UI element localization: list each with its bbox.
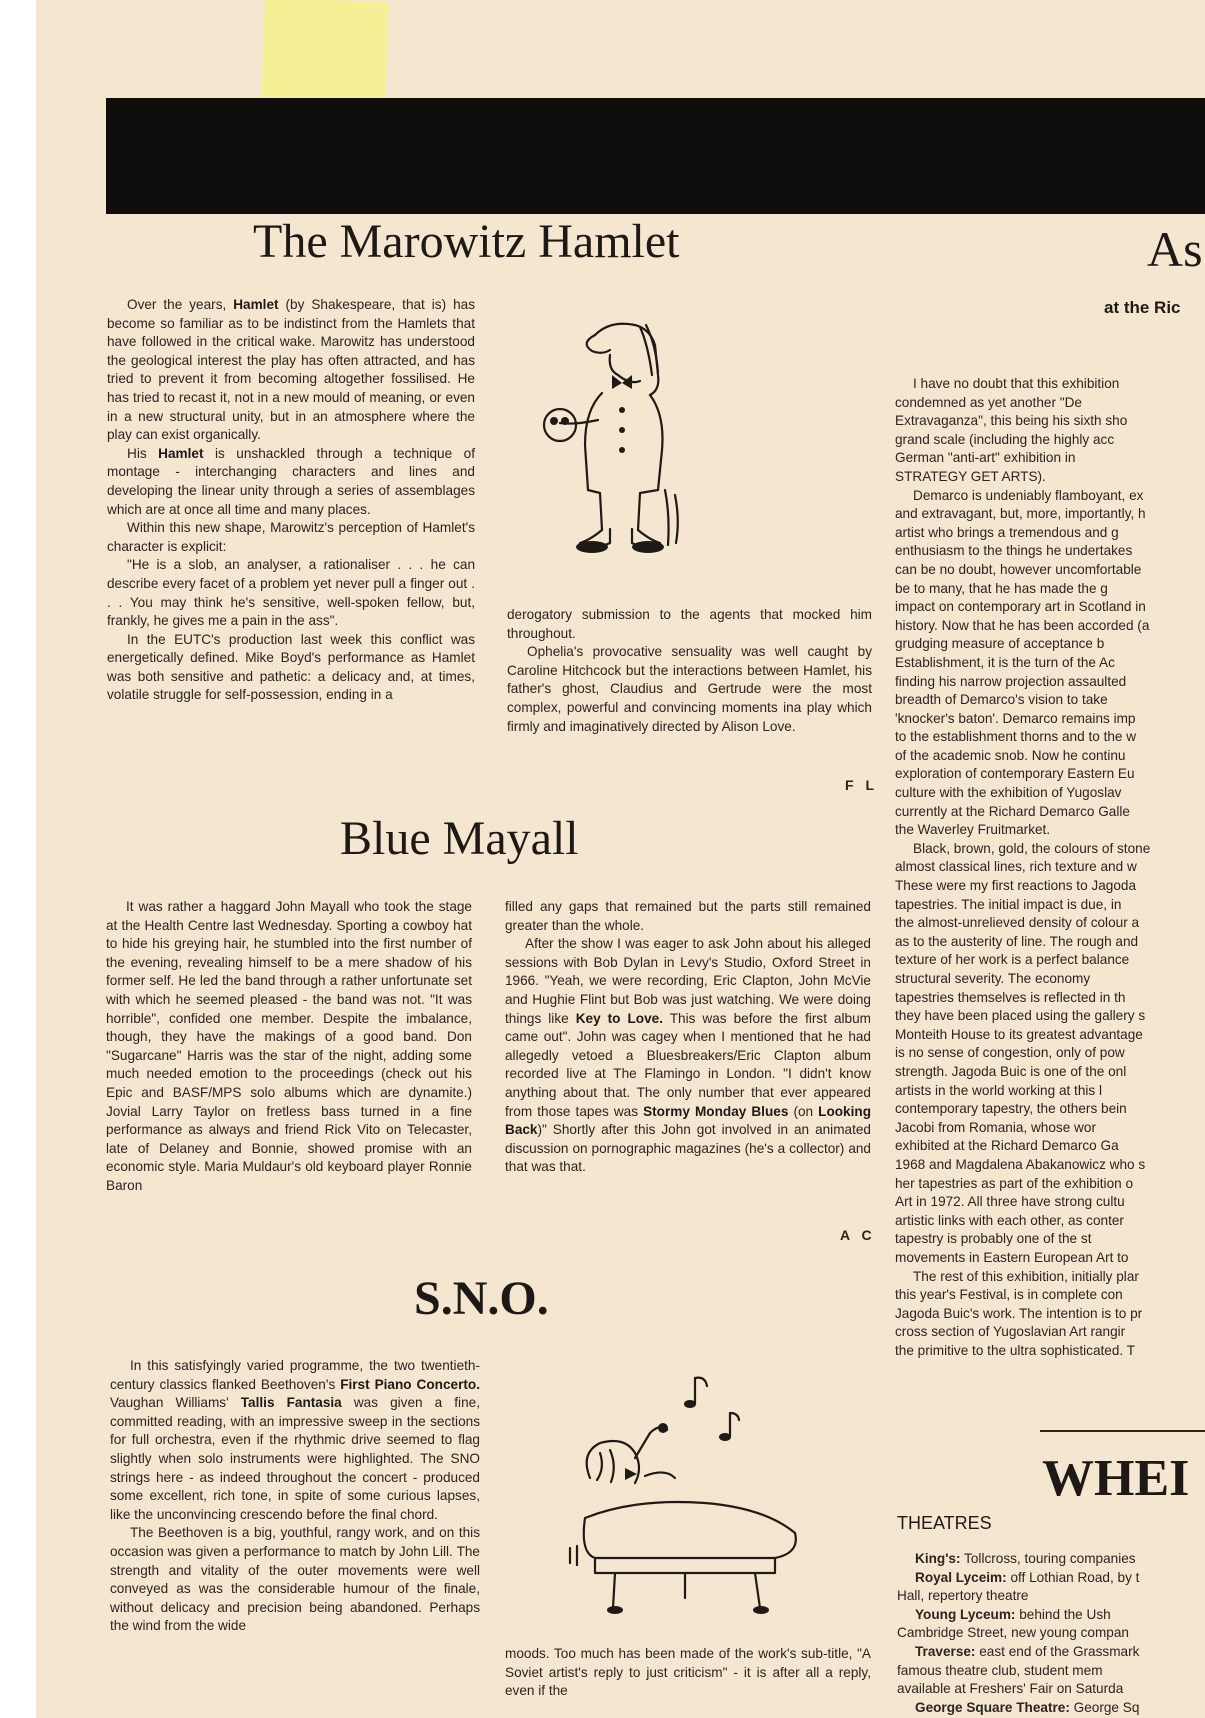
hamlet-column-2: [507, 606, 872, 736]
review-line: grand scale (including the highly acc: [895, 431, 1115, 447]
review-line: breadth of Demarco's vision to take: [895, 692, 1108, 708]
review-line: and extravagant, but, more, importantly, h: [895, 506, 1146, 522]
review-line: grudging measure of acceptance b: [895, 636, 1105, 652]
theatre-item: Hall, repertory theatre: [897, 1588, 1029, 1604]
hamlet-headline: The Marowitz Hamlet: [253, 215, 680, 268]
review-line: I have no doubt that this exhibition: [913, 376, 1120, 391]
exhibition-review-column: [895, 375, 1205, 1360]
review-line: currently at the Richard Demarco Galle: [895, 803, 1130, 819]
where-headline: WHEI: [1042, 1450, 1190, 1507]
review-line: 'knocker's baton'. Demarco remains imp: [895, 710, 1136, 726]
hamlet-paragraph: Over the years, Hamlet (by Shakespeare, that is) has become so familiar as to be indistinct from the Hamlets that have followed in the critical wake. Marowitz has understood the geological interest the play has often attracted, and has tried to prevent it from becoming altogether fossilised. He has tried to recast it, not in a new mould of meaning, or even in a new structural unity, but in an atmosphere where the play can exist organically.: [107, 297, 475, 443]
sno-column-2: [505, 1645, 871, 1701]
review-line: These were my first reactions to Jagoda: [895, 878, 1137, 894]
review-line: enthusiasm to the things he undertakes: [895, 543, 1133, 559]
piano-cartoon: [555, 1358, 815, 1623]
mayall-signature: A C: [840, 1227, 876, 1243]
theatre-item: available at Freshers' Fair on Saturda: [897, 1681, 1124, 1697]
theatre-item: Young Lyceum: behind the Ush: [915, 1606, 1111, 1622]
review-line: history. Now that he has been accorded (a: [895, 617, 1150, 633]
right-headline: As: [1147, 221, 1203, 277]
review-line: artistic links with each other, as conter: [895, 1212, 1124, 1228]
review-line: contemporary tapestry, the others bein: [895, 1101, 1127, 1117]
review-line: Monteith House to its greatest advantage: [895, 1026, 1143, 1042]
mayall-column-2: [505, 898, 871, 1177]
hamlet-paragraph: Within this new shape, Marowitz's perception of Hamlet's character is explicit:: [107, 520, 475, 554]
review-line: condemned as yet another "De: [895, 394, 1082, 410]
review-line: can be no doubt, however uncomfortable: [895, 561, 1142, 577]
mayall-paragraph: filled any gaps that remained but the parts still remained greater than the whole.: [505, 899, 871, 933]
review-line: Jacobi from Romania, whose wor: [895, 1119, 1096, 1135]
review-line: this year's Festival, is in complete con: [895, 1287, 1123, 1303]
review-line: structural severity. The economy: [895, 971, 1091, 986]
theatres-heading: THEATRES: [897, 1513, 992, 1533]
hamlet-paragraph: Ophelia's provocative sensuality was well caught by Caroline Hitchcock but the interactions between Hamlet, his father's ghost, Claudius and Gertrude were the most complex, powerful and convincing moments ina play which firmly and imaginatively directed by Alison Love.: [507, 644, 872, 734]
review-line: Demarco is undeniably flamboyant, ex: [913, 487, 1144, 503]
hamlet-paragraph: His Hamlet is unshackled through a technique of montage - interchanging characters and lines and developing the linear unity through a series of assemblages which are at once all time and many places.: [107, 445, 475, 517]
section-divider: [1040, 1430, 1205, 1432]
review-line: artists in the world working at this l: [895, 1082, 1103, 1098]
hamlet-cartoon: [540, 315, 710, 575]
review-line: they have been placed using the gallery s: [895, 1008, 1146, 1024]
review-line: the almost-unrelieved density of colour a: [895, 915, 1140, 931]
theatre-item: Cambridge Street, new young compan: [897, 1625, 1129, 1641]
mayall-paragraph: After the show I was eager to ask John about his alleged sessions with Bob Dylan in Levy's Studio, Oxford Street in 1966. "Yeah, we were recording, Eric Clapton, John McVie and Hughie Flint but Bob was just watching. We were doing things like Key to Love. This was before the first album came out". John was cagey when I mentioned that he had allegedly vetoed a Bluesbreakers/Eric Clapton album recorded live at The Flamingo in London. "I didn't know anything about that. The only number that ever appeared from those tapes was Stormy Monday Blues (on Looking Back)" Shortly after this John got involved in an animated discussion on pornographic magazines (he's a collector) and that was that.: [505, 936, 871, 1175]
review-line: is no sense of congestion, only of pow: [895, 1045, 1125, 1061]
review-line: artist who brings a tremendous and g: [895, 524, 1119, 540]
review-line: German "anti-art" exhibition in: [895, 450, 1076, 466]
mayall-paragraph: It was rather a haggard John Mayall who took the stage at the Health Centre last Wednesday. Sporting a cowboy hat to hide his greying hair, he stumbled into the first number of the evening, revealing himself to be a mere shadow of his former self. He led the band through a rather unfortunate set with which he seemed pleased - the band was not. "It was horrible", confided one member. Despite the imbalance, though, they have the makings of a good band. Don "Sugarcane" Harris was the star of the night, adding some much needed emotion to the proceedings (check out his Epic and BASF/MPS solo albums which are dynamite.) Jovial Larry Taylor on fretless bass turned in a fine performance as always and friend Rick Vito on Telecaster, late of Delaney and Bonnie, showed promise with an economic style. Maria Muldaur's old keyboard player Ronnie Baron: [106, 899, 472, 1193]
adhesive-tape: [261, 0, 389, 110]
review-line: 1968 and Magdalena Abakanowicz who s: [895, 1156, 1146, 1172]
review-line: tapestries themselves is reflected in th: [895, 989, 1126, 1005]
review-line: almost classical lines, rich texture and w: [895, 859, 1137, 875]
review-line: of the academic snob. Now he continu: [895, 747, 1126, 763]
sno-paragraph: In this satisfyingly varied programme, the two twentieth-century classics flanked Beethoven's First Piano Concerto. Vaughan Williams' Tallis Fantasia was given a fine, committed reading, with an impressive sweep in the sections for full orchestra, even if the rhythmic drive seemed to flag slightly when solo instruments were highlighted. The SNO strings here - as indeed throughout the concert - produced some excellent, rich tone, in spite of some curious lapses, like the unconvincing crescendo before the final chord.: [110, 1358, 480, 1522]
review-line: her tapestries as part of the exhibition o: [895, 1175, 1134, 1191]
review-line: the Waverley Fruitmarket.: [895, 822, 1051, 838]
mayall-column-1: [106, 898, 472, 1196]
sno-paragraph: moods. Too much has been made of the work's sub-title, "A Soviet artist's reply to just criticism" - it is after all a reply, even if the: [505, 1646, 871, 1699]
hamlet-paragraph: derogatory submission to the agents that mocked him throughout.: [507, 607, 872, 641]
review-line: impact on contemporary art in Scotland in: [895, 599, 1146, 615]
review-line: culture with the exhibition of Yugoslav: [895, 785, 1122, 801]
hamlet-column-1: [107, 296, 475, 705]
theatre-item: George Square Theatre: George Sq: [915, 1699, 1140, 1715]
sno-headline: S.N.O.: [414, 1272, 549, 1325]
review-line: Art in 1972. All three have strong cultu: [895, 1194, 1125, 1210]
review-line: movements in Eastern European Art to: [895, 1249, 1129, 1265]
review-line: finding his narrow projection assaulted: [895, 673, 1127, 689]
review-line: be to many, that he has made the g: [895, 580, 1108, 596]
review-line: Jagoda Buic's work. The intention is to pr: [895, 1305, 1143, 1321]
theatre-item: Royal Lyceim: off Lothian Road, by t: [915, 1569, 1140, 1585]
theatre-item: famous theatre club, student mem: [897, 1662, 1103, 1678]
sno-paragraph: The Beethoven is a big, youthful, rangy work, and on this occasion was given a performance to match by John Lill. The strength and vitality of the outer movements were well conveyed as was the considerable humour of the finale, without delicacy and precision being abandoned. Perhaps the wind from the wide: [110, 1525, 480, 1634]
review-line: as to the austerity of line. The rough and: [895, 933, 1139, 949]
review-line: tapestry is probably one of the st: [895, 1231, 1092, 1247]
hamlet-paragraph: "He is a slob, an analyser, a rationaliser . . . he can describe every facet of a problem yet never pull a finger out . . . You may think he's sensitive, well-spoken fellow, but, frankly, he gives me a pain in the ass".: [107, 557, 475, 629]
right-subheadline: at the Ric: [1104, 298, 1181, 317]
review-line: exhibited at the Richard Demarco Ga: [895, 1138, 1119, 1154]
review-line: texture of her work is a perfect balance: [895, 952, 1130, 968]
review-line: STRATEGY GET ARTS).: [895, 468, 1046, 484]
review-line: Establishment, it is the turn of the Ac: [895, 654, 1115, 670]
hamlet-paragraph: In the EUTC's production last week this conflict was energetically defined. Mike Boyd's performance as Hamlet was both sensitive and pathetic: a delicacy and, at times, volatile struggle for self-possession, ending in a: [107, 631, 475, 703]
hamlet-signature: F L: [845, 777, 878, 793]
theatres-list: [897, 1550, 1205, 1717]
review-line: to the establishment thorns and to the w: [895, 729, 1137, 745]
review-line: cross section of Yugoslavian Art rangir: [895, 1324, 1126, 1340]
review-line: The rest of this exhibition, initially plar: [913, 1268, 1139, 1284]
theatre-item: King's: Tollcross, touring companies: [915, 1551, 1136, 1566]
review-line: the primitive to the ultra sophisticated. T: [895, 1342, 1136, 1358]
review-line: exploration of contemporary Eastern Eu: [895, 766, 1135, 782]
masthead-banner: [106, 98, 1205, 214]
sno-column-1: [110, 1357, 480, 1636]
review-line: tapestries. The initial impact is due, in: [895, 896, 1122, 912]
review-line: strength. Jagoda Buic is one of the onl: [895, 1063, 1127, 1079]
review-line: Black, brown, gold, the colours of stone: [913, 840, 1151, 856]
mayall-headline: Blue Mayall: [340, 812, 579, 865]
theatre-item: Traverse: east end of the Grassmark: [915, 1643, 1140, 1659]
review-line: Extravaganza", this being his sixth sho: [895, 413, 1128, 429]
